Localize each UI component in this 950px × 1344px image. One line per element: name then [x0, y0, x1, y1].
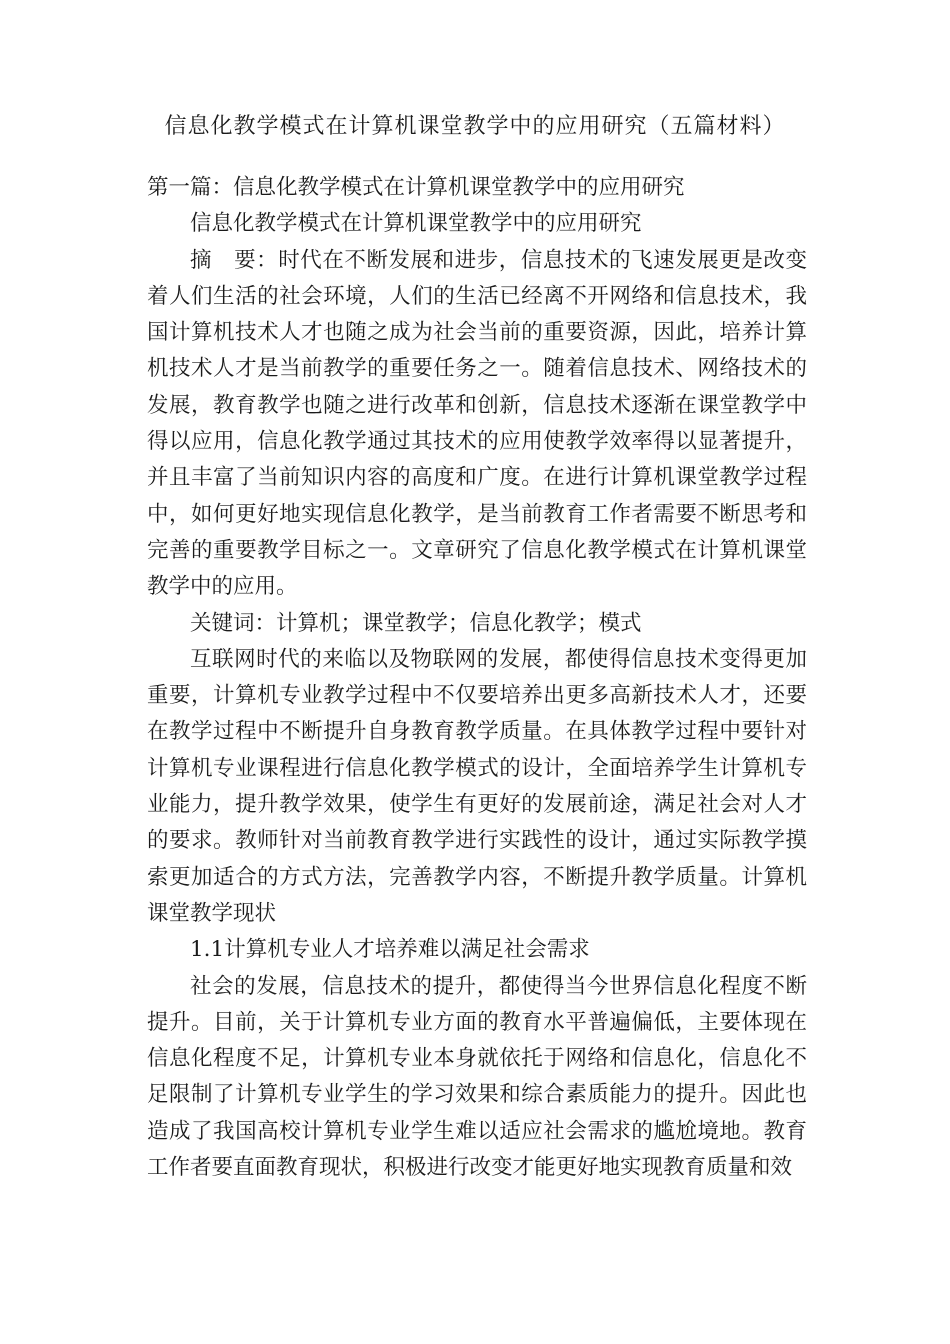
- body-paragraph: 互联网时代的来临以及物联网的发展，都使得信息技术变得更加重要，计算机专业教学过程中不仅要培养出更多高新技术人才，还要在教学过程中不断提升自身教育教学质量。在具体教学过程中要针对计算机专业课程进行信息化教学模式的设计，全面培养学生计算机专业能力，提升教学效果，使学生有更好的发展前途，满足社会对人才的要求。教师针对当前教育教学进行实践性的设计，通过实际教学摸索更加适合的方式方法，完善教学内容，不断提升教学质量。计算机课堂教学现状: [147, 646, 807, 926]
- keywords-paragraph: 关键词：计算机；课堂教学；信息化教学；模式: [190, 610, 642, 636]
- subsection-heading: 1.1计算机专业人才培养难以满足社会需求: [190, 937, 590, 963]
- article-title: 信息化教学模式在计算机课堂教学中的应用研究: [190, 211, 642, 237]
- document-body: [147, 170, 807, 1186]
- section-heading: 第一篇：信息化教学模式在计算机课堂教学中的应用研究: [147, 175, 685, 200]
- body-paragraph: 社会的发展，信息技术的提升，都使得当今世界信息化程度不断提升。目前，关于计算机专业方面的教育水平普遍偏低，主要体现在信息化程度不足，计算机专业本身就依托于网络和信息化，信息化不足限制了计算机专业学生的学习效果和综合素质能力的提升。因此也造成了我国高校计算机专业学生难以适应社会需求的尴尬境地。教育工作者要直面教育现状，积极进行改变才能更好地实现教育质量和效: [147, 973, 807, 1181]
- abstract-paragraph: 摘 要：时代在不断发展和进步，信息技术的飞速发展更是改变着人们生活的社会环境，人们的生活已经离不开网络和信息技术，我国计算机技术人才也随之成为社会当前的重要资源，因此，培养计算机技术人才是当前教学的重要任务之一。随着信息技术、网络技术的发展，教育教学也随之进行改革和创新，信息技术逐渐在课堂教学中得以应用，信息化教学通过其技术的应用使教学效率得以显著提升，并且丰富了当前知识内容的高度和广度。在进行计算机课堂教学过程中，如何更好地实现信息化教学，是当前教育工作者需要不断思考和完善的重要教学目标之一。文章研究了信息化教学模式在计算机课堂教学中的应用。: [147, 247, 807, 600]
- document-title: 信息化教学模式在计算机课堂教学中的应用研究（五篇材料）: [164, 114, 786, 139]
